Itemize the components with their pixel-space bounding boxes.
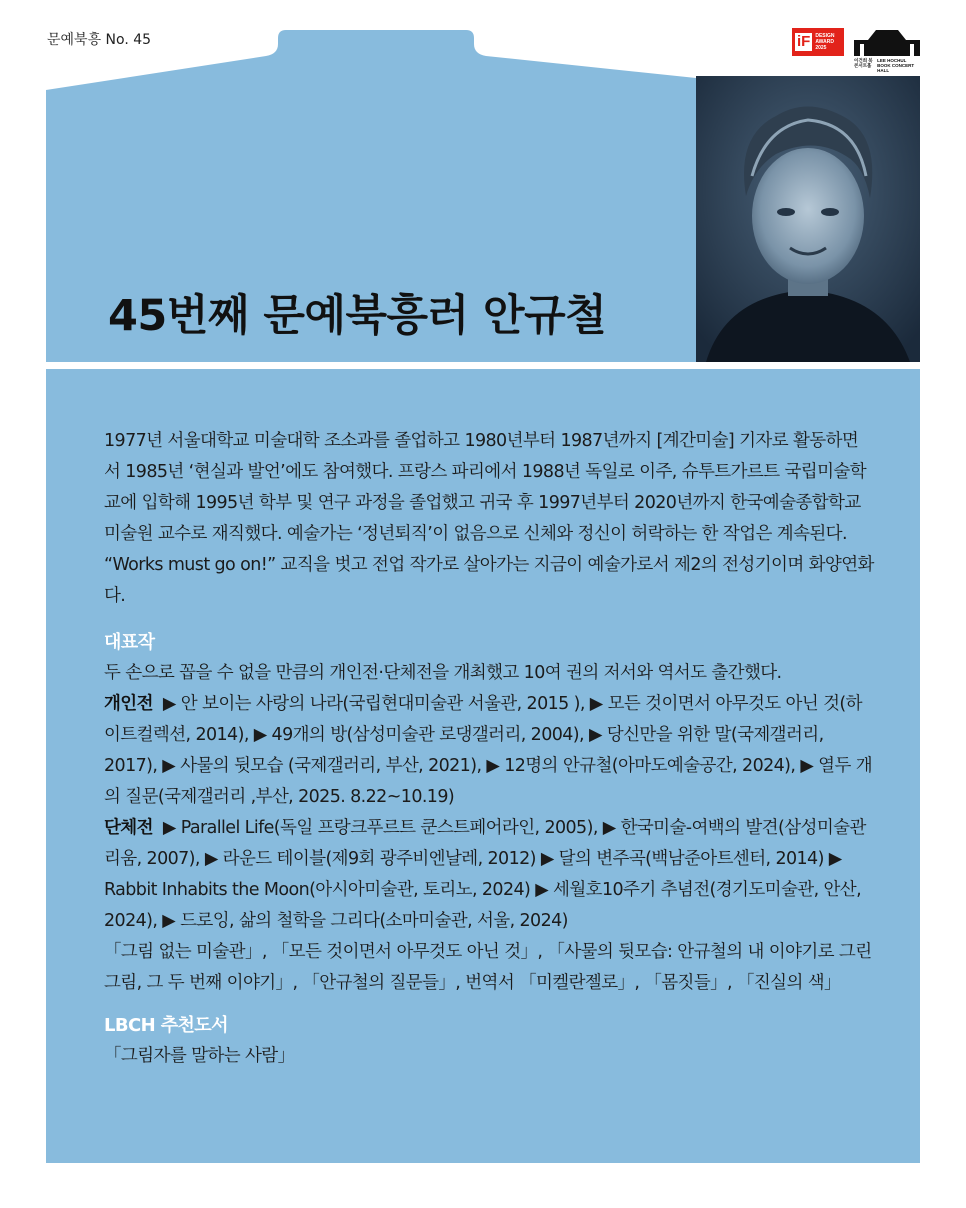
page-title: 45번째 문예북흥러 안규철: [108, 291, 607, 341]
recommend-heading: LBCH 추천도서: [104, 1015, 228, 1036]
artist-portrait: [696, 76, 920, 362]
content-body: [104, 426, 874, 1072]
hall-name-kr: 이건희 북콘서트홀: [854, 58, 873, 68]
hall-name-en: LEE HOCHUL BOOK CONCERT HALL: [877, 58, 915, 73]
group-exhibitions: [104, 813, 874, 937]
group-label: 단체전: [104, 818, 153, 838]
works-heading: 대표작: [104, 632, 155, 653]
works-summary: 두 손으로 꼽을 수 없을 만큼의 개인전·단체전을 개최했고 10여 권의 저서와 역서도 출간했다.: [104, 663, 782, 683]
solo-text: ▶ 안 보이는 사랑의 나라(국립현대미술관 서울관, 2015 ), ▶ 모든 것이면서 아무것도 아닌 것(하이트컬렉션, 2014), ▶ 49개의 방(삼성미술관 로댕갤러리, 2004), ▶ 당신만을 위한 말(국제갤러리, 2017), ▶ 사물의 뒷모습 (국제갤러리, 부산, 2021), ▶ 12명의 안규철(아마도예술공간, 2024), ▶ 열두 개의 질문(국제갤러리 ,부산, 2025. 8.22~10.19): [104, 694, 873, 807]
solo-label: 개인전: [104, 694, 153, 714]
solo-exhibitions: [104, 689, 874, 813]
recommend-book: 「그림자를 말하는 사람」: [104, 1046, 295, 1066]
if-mark: iF: [797, 33, 811, 50]
artist-intro: 1977년 서울대학교 미술대학 조소과를 졸업하고 1980년부터 1987년까지 [계간미술] 기자로 활동하면서 1985년 ‘현실과 발언’에도 참여했다. 프랑스 파리에서 1988년 독일로 이주, 슈투트가르트 국립미술학교에 입학해 1995년 학부 및 연구 과정을 졸업했고 귀국 후 1997년부터 2020년까지 한국예술종합학교 미술원 교수로 재직했다. 예술가는 ‘정년퇴직’이 없음으로 신체와 정신이 허락하는 한 작업은 계속된다. “Works must go on!” 교직을 벗고 전업 작가로 살아가는 지금이 예술가로서 제2의 전성기이며 화양연화다.: [104, 431, 874, 606]
portrait-image: [696, 76, 920, 362]
books-list: 「그림 없는 미술관」, 「모든 것이면서 아무것도 아닌 것」, 「사물의 뒷모습: 안규철의 내 이야기로 그린 그림, 그 두 번째 이야기」, 「안규철의 질문들」, 번역서 「미켈란젤로」, 「몸짓들」, 「진실의 색」: [104, 942, 872, 993]
if-award-text: DESIGN AWARD 2025: [815, 33, 835, 51]
issue-label: 문예북흥 No. 45: [47, 32, 152, 48]
group-text: ▶ Parallel Life(독일 프랑크푸르트 쿤스트페어라인, 2005), ▶ 한국미술-여백의 발견(삼성미술관 리움, 2007), ▶ 라운드 테이블(제9회 광주비엔날레, 2012) ▶ 달의 변주곡(백남준아트센터, 2014) ▶ Rabbit Inhabits the Moon(아시아미술관, 토리노, 2024) ▶ 세월호10주기 추념전(경기도미술관, 안산, 2024), ▶ 드로잉, 삶의 철학을 그리다(소마미술관, 서울, 2024): [104, 818, 866, 931]
